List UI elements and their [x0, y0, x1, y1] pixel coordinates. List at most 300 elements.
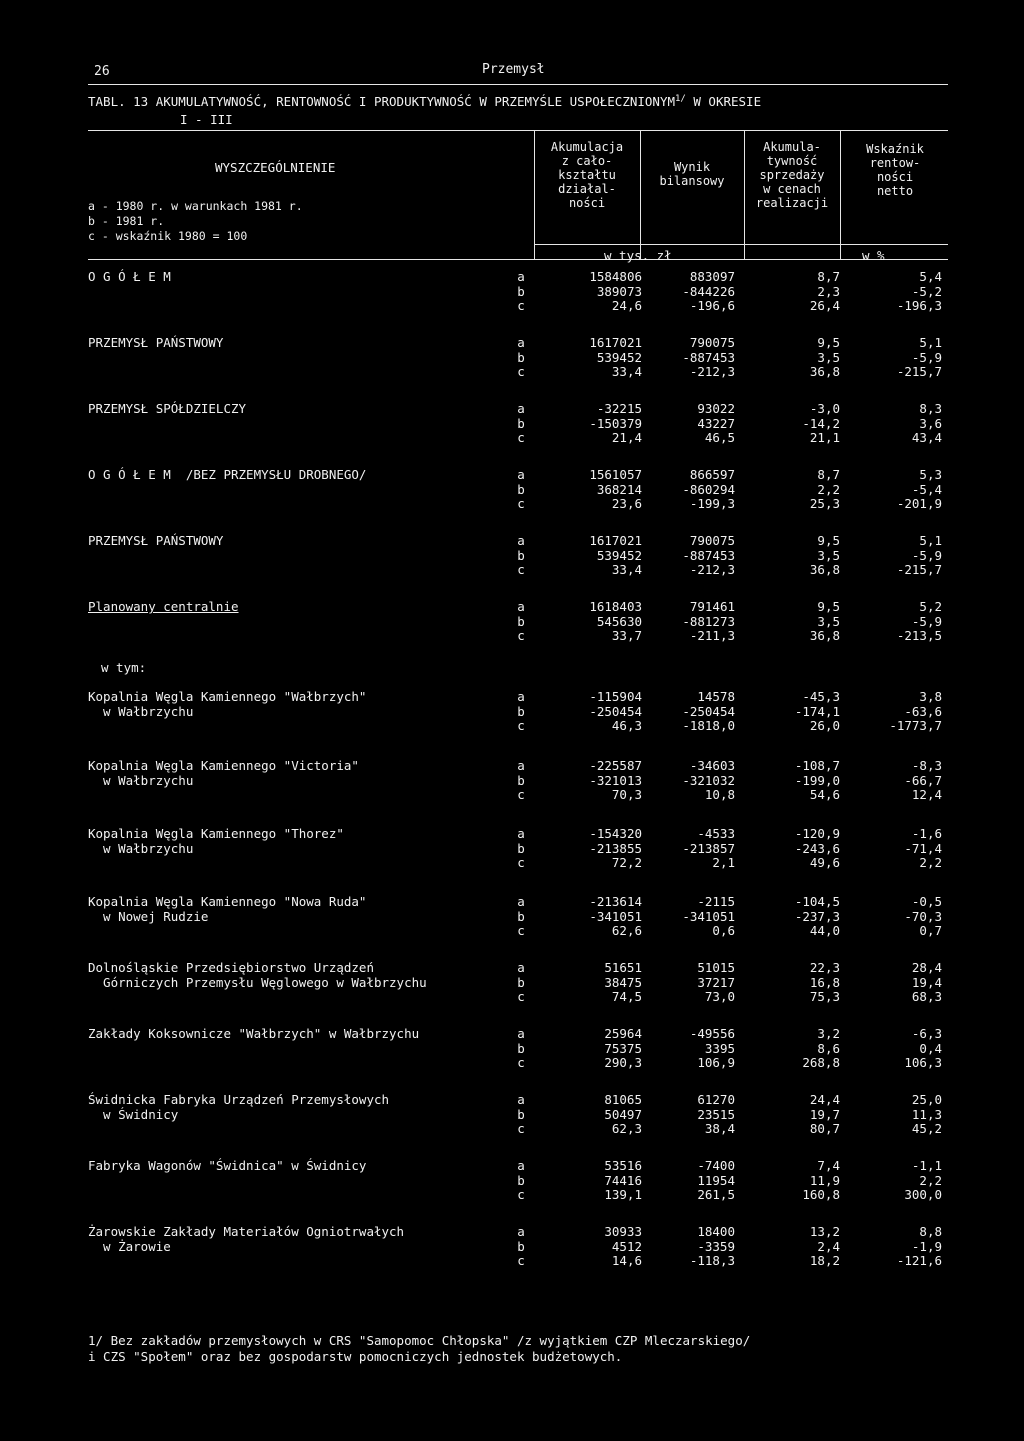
value-cell: -321013 [589, 772, 642, 788]
row-letter: b [517, 908, 525, 924]
value-cell: 8,3 [919, 401, 942, 416]
value-cell: -118,3 [689, 1253, 735, 1269]
value-column [650, 827, 735, 871]
value-cell: 26,4 [809, 298, 840, 314]
value-cell: 2,3 [817, 283, 840, 299]
value-column [850, 336, 942, 380]
value-cell: 16,8 [809, 974, 840, 990]
value-cell: -215,7 [896, 562, 942, 578]
value-cell: 18400 [697, 1224, 735, 1239]
value-cell: -150379 [589, 415, 642, 431]
value-cell: 38,4 [704, 1121, 735, 1137]
value-cell: -212,3 [689, 562, 735, 578]
value-cell: -1,1 [911, 1158, 942, 1173]
top-rule [88, 84, 948, 85]
value-cell: 866597 [689, 467, 735, 482]
table-title-tail: W OKRESIE [693, 94, 762, 110]
value-cell: -887453 [682, 349, 735, 365]
value-cell: 139,1 [604, 1187, 642, 1203]
row-label: O G Ó Ł E M [88, 269, 171, 284]
value-cell: 36,8 [809, 628, 840, 644]
row-letters [515, 1225, 527, 1269]
row-letter: c [517, 562, 525, 578]
value-cell: 5,4 [919, 269, 942, 284]
value-cell: 75375 [604, 1040, 642, 1056]
value-cell: 4512 [611, 1238, 642, 1254]
value-column [755, 895, 840, 939]
value-cell: 33,4 [611, 364, 642, 380]
value-column [650, 759, 735, 803]
running-header: Przemysł [482, 62, 545, 77]
row-letter: c [517, 1253, 525, 1269]
value-cell: 791461 [689, 599, 735, 614]
row-label: PRZEMYSŁ PAŃSTWOWY [88, 335, 224, 350]
value-cell: 21,1 [809, 430, 840, 446]
row-letter: c [517, 718, 525, 734]
row-letter: a [517, 467, 525, 482]
col-header-result: Wynik bilansowy [659, 160, 725, 188]
value-column [850, 827, 942, 871]
row-letter: a [517, 826, 525, 841]
value-cell: -321032 [682, 772, 735, 788]
value-cell: 19,4 [911, 974, 942, 990]
value-column [850, 759, 942, 803]
value-cell: 68,3 [911, 989, 942, 1005]
row-letter: c [517, 1121, 525, 1137]
value-cell: 18,2 [809, 1253, 840, 1269]
col-header-profitability: Wskaźnik rentow- ności netto [866, 142, 924, 198]
value-cell: 25,3 [809, 496, 840, 512]
row-label: Fabryka Wagonów "Świdnica" w Świdnicy [88, 1158, 367, 1173]
value-cell: 1618403 [589, 599, 642, 614]
value-cell: 0,7 [919, 923, 942, 939]
value-cell: -860294 [682, 481, 735, 497]
value-cell: 25964 [604, 1026, 642, 1041]
value-cell: -174,1 [794, 703, 840, 719]
value-column [560, 336, 642, 380]
unit-label-thousands: w tys. zł [604, 248, 672, 263]
header-vline-3 [744, 130, 745, 260]
value-cell: 106,9 [697, 1055, 735, 1071]
value-column [755, 1027, 840, 1071]
row-letter: a [517, 599, 525, 614]
value-cell: 72,2 [611, 855, 642, 871]
value-column [850, 1159, 942, 1203]
value-cell: 25,0 [911, 1092, 942, 1107]
value-cell: 36,8 [809, 562, 840, 578]
value-column [755, 961, 840, 1005]
value-cell: 54,6 [809, 787, 840, 803]
value-column [560, 827, 642, 871]
value-cell: 7,4 [817, 1158, 840, 1173]
value-column [850, 270, 942, 314]
value-cell: 3,5 [817, 613, 840, 629]
col-header-sales-accumulation: Akumula- tywność sprzedaży w cenach realizacji [755, 140, 829, 210]
value-cell: -71,4 [904, 840, 942, 856]
value-cell: 9,5 [817, 599, 840, 614]
value-column [755, 690, 840, 734]
row-letter: b [517, 840, 525, 856]
value-cell: 53516 [604, 1158, 642, 1173]
value-cell: -5,2 [911, 283, 942, 299]
row-letters [515, 534, 527, 578]
row-label: Planowany centralnie [88, 599, 239, 614]
value-cell: -213614 [589, 894, 642, 909]
value-column [755, 402, 840, 446]
value-cell: -154320 [589, 826, 642, 841]
value-column [650, 336, 735, 380]
value-cell: 5,1 [919, 335, 942, 350]
value-cell: -215,7 [896, 364, 942, 380]
value-cell: -1,6 [911, 826, 942, 841]
value-column [560, 1093, 642, 1137]
row-label: PRZEMYSŁ SPÓŁDZIELCZY [88, 401, 247, 416]
table-title-period: I - III [180, 112, 233, 127]
unit-label-percent: w % [862, 248, 885, 263]
value-cell: -49556 [689, 1026, 735, 1041]
value-cell: -8,3 [911, 758, 942, 773]
row-letters [515, 1093, 527, 1137]
value-cell: -115904 [589, 689, 642, 704]
value-cell: 12,4 [911, 787, 942, 803]
row-letter: b [517, 613, 525, 629]
stub-title: WYSZCZEGÓLNIENIE [215, 160, 336, 175]
row-label: Świdnicka Fabryka Urządzeń Przemysłowych w Świdnicy [88, 1092, 390, 1122]
value-column [755, 336, 840, 380]
row-letter: a [517, 1026, 525, 1041]
value-cell: 10,8 [704, 787, 735, 803]
value-cell: 8,7 [817, 269, 840, 284]
value-cell: 80,7 [809, 1121, 840, 1137]
value-cell: -211,3 [689, 628, 735, 644]
value-cell: 70,3 [611, 787, 642, 803]
value-cell: 2,1 [712, 855, 735, 871]
row-letters [515, 895, 527, 939]
value-cell: 8,6 [817, 1040, 840, 1056]
row-letter: a [517, 533, 525, 548]
value-cell: -196,3 [896, 298, 942, 314]
row-letters [515, 1159, 527, 1203]
value-cell: -225587 [589, 758, 642, 773]
row-letter: b [517, 1106, 525, 1122]
value-cell: 19,7 [809, 1106, 840, 1122]
value-cell: 36,8 [809, 364, 840, 380]
value-cell: 1561057 [589, 467, 642, 482]
value-cell: -213855 [589, 840, 642, 856]
value-cell: 14,6 [611, 1253, 642, 1269]
value-cell: 2,2 [919, 855, 942, 871]
value-cell: 93022 [697, 401, 735, 416]
value-cell: -341051 [589, 908, 642, 924]
value-column [650, 895, 735, 939]
value-cell: 37217 [697, 974, 735, 990]
header-vline-2 [640, 130, 641, 260]
row-letter: b [517, 974, 525, 990]
value-cell: 24,4 [809, 1092, 840, 1107]
value-cell: -5,9 [911, 547, 942, 563]
row-label: Kopalnia Węgla Kamiennego "Thorez" w Wałbrzychu [88, 826, 344, 856]
value-cell: 23,6 [611, 496, 642, 512]
footnote-line-2: i CZS "Społem" oraz bez gospodarstw pomocniczych jednostek budżetowych. [88, 1349, 623, 1364]
value-cell: 5,1 [919, 533, 942, 548]
page-number: 26 [94, 64, 110, 79]
value-column [650, 1093, 735, 1137]
row-letter: b [517, 1172, 525, 1188]
value-cell: 545630 [596, 613, 642, 629]
value-cell: -250454 [589, 703, 642, 719]
value-cell: 28,4 [911, 960, 942, 975]
value-cell: 8,7 [817, 467, 840, 482]
value-column [755, 270, 840, 314]
row-letters [515, 961, 527, 1005]
value-cell: 1617021 [589, 335, 642, 350]
value-cell: -45,3 [802, 689, 840, 704]
row-letter: b [517, 283, 525, 299]
value-cell: 62,3 [611, 1121, 642, 1137]
value-cell: 43227 [697, 415, 735, 431]
value-cell: 46,5 [704, 430, 735, 446]
row-letters [515, 270, 527, 314]
value-column [560, 759, 642, 803]
value-cell: 1617021 [589, 533, 642, 548]
value-cell: -3359 [697, 1238, 735, 1254]
value-cell: 3,8 [919, 689, 942, 704]
value-cell: 11,9 [809, 1172, 840, 1188]
value-column [850, 402, 942, 446]
value-cell: -250454 [682, 703, 735, 719]
value-cell: 46,3 [611, 718, 642, 734]
value-cell: 790075 [689, 335, 735, 350]
value-cell: 2,2 [919, 1172, 942, 1188]
value-cell: 8,8 [919, 1224, 942, 1239]
value-column [650, 402, 735, 446]
row-letter: a [517, 1092, 525, 1107]
row-letter: b [517, 415, 525, 431]
row-letters [515, 402, 527, 446]
col-header-accumulation: Akumulacja z cało- kształtu działal- ności [550, 140, 624, 210]
value-cell: -4533 [697, 826, 735, 841]
value-cell: -6,3 [911, 1026, 942, 1041]
row-letter: a [517, 1158, 525, 1173]
value-cell: 38475 [604, 974, 642, 990]
value-cell: 2,2 [817, 481, 840, 497]
value-cell: 539452 [596, 547, 642, 563]
value-cell: 2,4 [817, 1238, 840, 1254]
row-label: Żarowskie Zakłady Materiałów Ogniotrwałych w Żarowie [88, 1224, 405, 1254]
row-letter: a [517, 689, 525, 704]
table-title-footnote-mark: 1/ [675, 94, 686, 104]
value-column [650, 1159, 735, 1203]
row-letters [515, 827, 527, 871]
value-column [850, 1225, 942, 1269]
row-letter: c [517, 787, 525, 803]
value-cell: 51651 [604, 960, 642, 975]
value-column [850, 690, 942, 734]
row-letter: a [517, 758, 525, 773]
value-column [850, 1027, 942, 1071]
value-column [650, 270, 735, 314]
value-column [560, 270, 642, 314]
value-cell: 14578 [697, 689, 735, 704]
row-label: Kopalnia Węgla Kamiennego "Nowa Ruda" w Nowej Rudzie [88, 894, 367, 924]
value-cell: -1773,7 [889, 718, 942, 734]
value-cell: 11954 [697, 1172, 735, 1188]
value-cell: 24,6 [611, 298, 642, 314]
value-cell: 3,5 [817, 349, 840, 365]
value-column [650, 1027, 735, 1071]
value-cell: 26,0 [809, 718, 840, 734]
value-column [650, 600, 735, 644]
row-letter: a [517, 269, 525, 284]
value-cell: -66,7 [904, 772, 942, 788]
value-cell: 49,6 [809, 855, 840, 871]
value-cell: -237,3 [794, 908, 840, 924]
value-column [560, 961, 642, 1005]
value-column [755, 827, 840, 871]
row-letter: a [517, 335, 525, 350]
value-cell: 33,4 [611, 562, 642, 578]
value-column [755, 600, 840, 644]
value-cell: -108,7 [794, 758, 840, 773]
value-column [850, 895, 942, 939]
row-letters [515, 759, 527, 803]
header-unit-rule [534, 244, 948, 245]
value-cell: 5,3 [919, 467, 942, 482]
value-cell: 73,0 [704, 989, 735, 1005]
row-letter: c [517, 496, 525, 512]
row-label: Zakłady Koksownicze "Wałbrzych" w Wałbrzychu [88, 1026, 420, 1041]
value-column [850, 600, 942, 644]
row-letter: c [517, 364, 525, 380]
value-cell: -121,6 [896, 1253, 942, 1269]
header-vline-1 [534, 130, 535, 260]
row-letter: c [517, 1055, 525, 1071]
value-cell: -196,6 [689, 298, 735, 314]
value-cell: 268,8 [802, 1055, 840, 1071]
value-cell: -32215 [596, 401, 642, 416]
value-cell: 883097 [689, 269, 735, 284]
value-cell: 0,4 [919, 1040, 942, 1056]
row-label: Kopalnia Węgla Kamiennego "Victoria" w Wałbrzychu [88, 758, 359, 788]
value-column [650, 961, 735, 1005]
value-cell: -7400 [697, 1158, 735, 1173]
value-column [850, 468, 942, 512]
header-vline-4 [840, 130, 841, 260]
value-column [560, 895, 642, 939]
value-cell: 21,4 [611, 430, 642, 446]
value-column [650, 534, 735, 578]
value-cell: 5,2 [919, 599, 942, 614]
footnote [88, 1333, 750, 1365]
row-letter: c [517, 430, 525, 446]
value-cell: -104,5 [794, 894, 840, 909]
value-cell: 3,6 [919, 415, 942, 431]
row-letters [515, 468, 527, 512]
value-cell: -213857 [682, 840, 735, 856]
value-column [560, 1027, 642, 1071]
value-column [755, 759, 840, 803]
row-letter: c [517, 628, 525, 644]
value-cell: 368214 [596, 481, 642, 497]
value-cell: 13,2 [809, 1224, 840, 1239]
row-letter: a [517, 1224, 525, 1239]
value-cell: -201,9 [896, 496, 942, 512]
row-letter: b [517, 1040, 525, 1056]
value-cell: 160,8 [802, 1187, 840, 1203]
footnote-line-1: 1/ Bez zakładów przemysłowych w CRS "Samopomoc Chłopska" /z wyjątkiem CZP Mleczarskiego/ [88, 1333, 751, 1348]
value-column [560, 1159, 642, 1203]
value-cell: 261,5 [697, 1187, 735, 1203]
row-label: PRZEMYSŁ PAŃSTWOWY [88, 533, 224, 548]
value-column [850, 534, 942, 578]
value-cell: 62,6 [611, 923, 642, 939]
table-title [88, 94, 761, 109]
value-cell: 9,5 [817, 335, 840, 350]
value-cell: -199,3 [689, 496, 735, 512]
value-cell: -5,9 [911, 349, 942, 365]
value-cell: -1,9 [911, 1238, 942, 1254]
value-column [850, 1093, 942, 1137]
value-cell: -14,2 [802, 415, 840, 431]
value-cell: 74416 [604, 1172, 642, 1188]
row-letter: c [517, 1187, 525, 1203]
value-cell: 300,0 [904, 1187, 942, 1203]
value-cell: 3,5 [817, 547, 840, 563]
value-cell: 61270 [697, 1092, 735, 1107]
value-cell: 9,5 [817, 533, 840, 548]
value-cell: 290,3 [604, 1055, 642, 1071]
value-cell: -120,9 [794, 826, 840, 841]
value-cell: -341051 [682, 908, 735, 924]
row-letter: c [517, 989, 525, 1005]
value-cell: -243,6 [794, 840, 840, 856]
header-top-rule [88, 130, 948, 131]
value-cell: 45,2 [911, 1121, 942, 1137]
value-column [650, 1225, 735, 1269]
value-cell: -199,0 [794, 772, 840, 788]
value-column [755, 1225, 840, 1269]
value-column [560, 600, 642, 644]
row-letter: b [517, 1238, 525, 1254]
row-letter: c [517, 298, 525, 314]
row-letter: a [517, 401, 525, 416]
value-column [755, 534, 840, 578]
row-letters [515, 690, 527, 734]
row-letters [515, 1027, 527, 1071]
value-cell: 790075 [689, 533, 735, 548]
value-cell: 44,0 [809, 923, 840, 939]
table-title-text: TABL. 13 AKUMULATYWNOŚĆ, RENTOWNOŚĆ I PRODUKTYWNOŚĆ W PRZEMYŚLE USPOŁECZNIONYM [88, 94, 675, 110]
legend-c: c - wskaźnik 1980 = 100 [88, 229, 248, 243]
value-cell: 43,4 [911, 430, 942, 446]
value-cell: 22,3 [809, 960, 840, 975]
value-column [755, 468, 840, 512]
value-cell: 3395 [704, 1040, 735, 1056]
row-letter: c [517, 923, 525, 939]
value-cell: -3,0 [809, 401, 840, 416]
row-letter: b [517, 481, 525, 497]
value-cell: 23515 [697, 1106, 735, 1122]
value-cell: -70,3 [904, 908, 942, 924]
row-letter: a [517, 894, 525, 909]
value-column [650, 690, 735, 734]
row-letter: b [517, 772, 525, 788]
row-letter: b [517, 703, 525, 719]
value-cell: -0,5 [911, 894, 942, 909]
header-bottom-rule [88, 259, 948, 260]
row-letter: c [517, 855, 525, 871]
value-column [850, 961, 942, 1005]
